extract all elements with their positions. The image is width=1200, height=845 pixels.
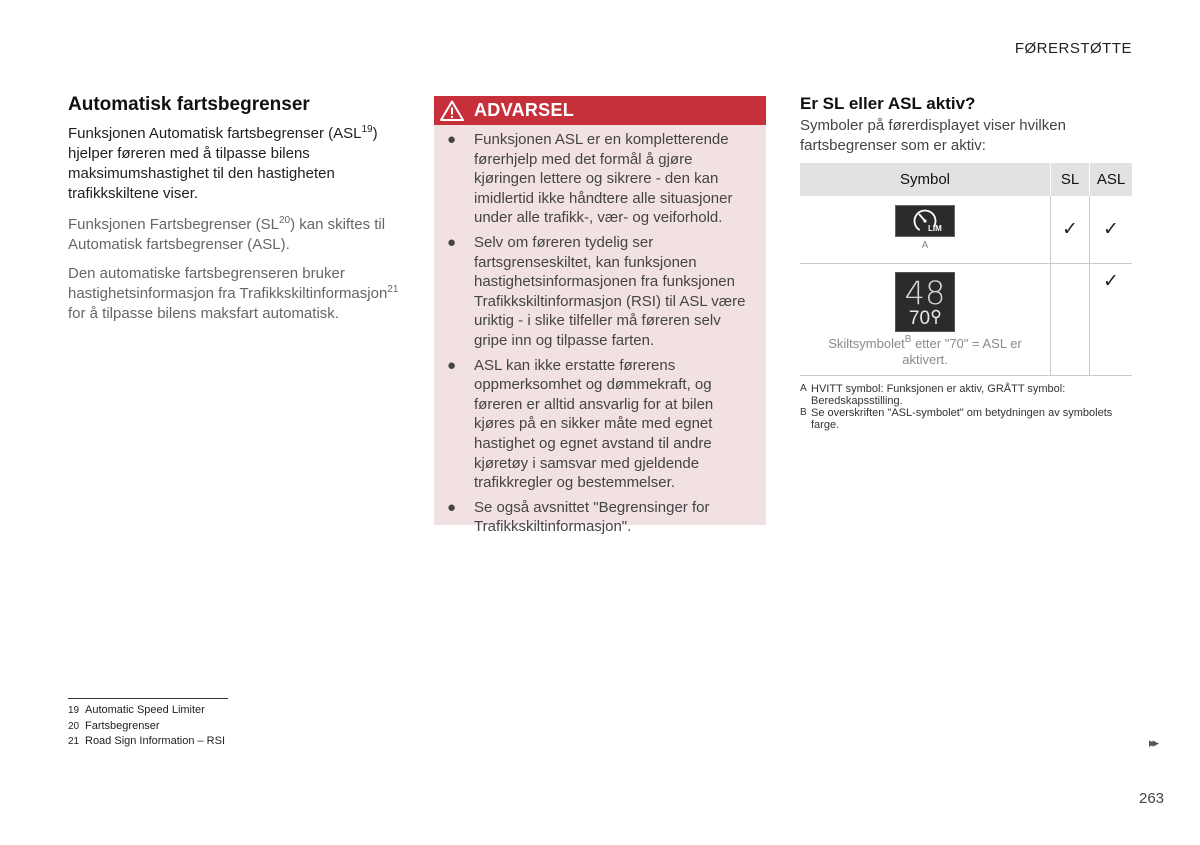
footnote-ref-20[interactable]: 20	[278, 215, 291, 226]
section-intro: Symboler på førerdisplayet viser hvilken fartsbegrenser som er aktiv:	[800, 117, 1066, 154]
road-sign-pin-icon	[931, 309, 941, 325]
check-icon: ✓	[1103, 218, 1119, 240]
lim-label: LIM	[928, 224, 942, 233]
check-icon: ✓	[1103, 270, 1119, 292]
sl-cell	[1051, 196, 1090, 263]
bullet-icon: ●	[447, 356, 457, 374]
warning-triangle-icon	[440, 100, 466, 122]
footnote-divider	[68, 698, 228, 699]
warning-box	[434, 96, 766, 536]
footnote: 19 Automatic Speed Limiter	[68, 704, 205, 716]
speed-limit-value: 70	[896, 308, 954, 330]
footnote-ref-b: B	[904, 333, 912, 345]
column-header-asl: ASL	[1090, 163, 1133, 196]
bullet-icon: ●	[447, 498, 457, 516]
asl-cell	[1090, 196, 1133, 263]
table-note-label: B	[800, 406, 807, 418]
page-title: Automatisk fartsbegrenser	[68, 94, 310, 115]
footnotes	[68, 703, 225, 750]
warning-item: ● Se også avsnittet "Begrensinger for Trafikkskiltinformasjon".	[447, 498, 710, 536]
bullet-icon: ●	[447, 233, 457, 251]
sl-cell	[1051, 263, 1090, 375]
speedometer-lim-icon	[895, 205, 955, 237]
warning-item: ● Selv om føreren tydelig ser fartsgrenseskiltet, kan funksjonen hastighetsinformasjonen fra funksjonen Trafikkskiltinformasjon (RSI) til ASL være uriktig - i slike tilfeller må føreren selv gripe inn og tilpasse farten.	[447, 233, 746, 349]
symbol-table	[800, 163, 1132, 376]
sl-switch-paragraph: Funksjonen Fartsbegrenser (SL$^{20}$) kan skiftes til Automatisk fartsbegrenser (ASL).	[68, 215, 386, 253]
intro-paragraph: Funksjonen Automatisk fartsbegrenser (ASL$^{19}$) hjelper føreren med å tilpasse bilens maksimumshastighet til den hastigheten trafikkskiltene viser.	[68, 124, 378, 202]
table-row	[800, 196, 1132, 263]
footnote-ref-19[interactable]: 19	[361, 124, 373, 135]
footnote: 21 Road Sign Information – RSI	[68, 735, 226, 747]
table-note: A HVITT symbol: Funksjonen er aktiv, GRÅTT symbol: Beredskapsstilling.	[800, 382, 1066, 407]
symbol-column	[800, 94, 1132, 431]
table-header-row	[800, 163, 1132, 196]
symbol-cell	[800, 196, 1051, 263]
intro-column	[68, 94, 403, 333]
column-header-sl: SL	[1051, 163, 1090, 196]
symbol-cell	[800, 263, 1051, 375]
next-page-icon[interactable]: ▸▸	[1149, 735, 1157, 750]
check-icon: ✓	[1062, 218, 1078, 240]
warning-header	[434, 96, 766, 125]
sign-caption: Skiltsymbolet$^B$ etter "70" = ASL er aktivert.	[828, 333, 1022, 367]
warning-item: ● Funksjonen ASL er en kompletterende førerhjelp med det formål å gjøre kjøringen lettere og sikrere - den kan imidlertid ikke håndtere alle situasjoner under alle trafikk-, vær- og veiforhold.	[447, 131, 733, 227]
asl-cell	[1090, 263, 1133, 375]
note-label-a: A	[921, 240, 929, 251]
rsi-paragraph: Den automatiske fartsbegrenseren bruker hastighetsinformasjon fra Trafikkskiltinformasjon$^{21}$ for å tilpasse bilens maksfart automatisk.	[68, 265, 399, 322]
table-notes	[800, 383, 1132, 431]
section-title: Er SL eller ASL aktiv?	[800, 94, 976, 113]
warning-title: ADVARSEL	[474, 100, 575, 120]
bullet-icon: ●	[447, 131, 457, 148]
current-speed-value: 48	[904, 273, 946, 312]
page-number: 263	[1139, 790, 1165, 807]
speed-display-icon	[895, 272, 955, 332]
footnote: 20 Fartsbegrenser	[68, 719, 160, 732]
table-note-label: A	[800, 382, 807, 394]
footnote-ref-21[interactable]: 21	[387, 284, 399, 295]
table-row	[800, 263, 1132, 375]
section-header: FØRERSTØTTE	[1014, 40, 1132, 57]
column-header-symbol: Symbol	[800, 163, 1051, 196]
table-note: B Se overskriften "ASL-symbolet" om betydningen av symbolets farge.	[800, 406, 1113, 431]
warning-item: ● ASL kan ikke erstatte førerens oppmerksomhet og dømmekraft, og føreren er alltid ansvarlig for at bilen kjøres på en sikker måte med egnet hastighet og egnet avstand til andre kjøretøy i samsvar med gjeldende trafikkregler og bestemmelser.	[447, 356, 714, 492]
warning-list	[434, 125, 766, 537]
